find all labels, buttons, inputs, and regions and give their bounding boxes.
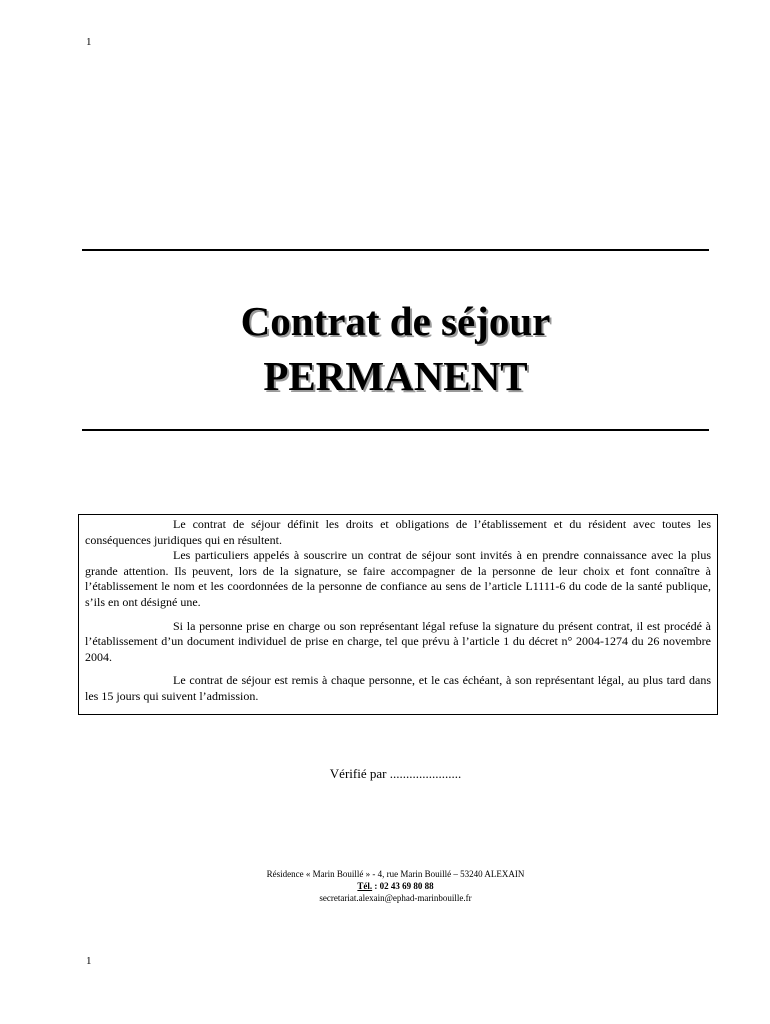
phone-number: : 02 43 69 80 88 <box>372 881 434 891</box>
footer <box>82 868 709 904</box>
document-subtitle: PERMANENT <box>263 353 528 399</box>
phone-label: Tél. <box>357 881 373 891</box>
notice-box <box>78 514 718 715</box>
notice-paragraph-3: Si la personne prise en charge ou son représentant légal refuse la signature du présent contrat, il est procédé à l’établissement d’un document individuel de prise en charge, tel que prévu à l’article 1 du décret n° 2004-1274 du 26 novembre 2004. <box>85 618 711 664</box>
bottom-divider <box>82 429 709 431</box>
top-divider <box>82 249 709 251</box>
notice-paragraph-2: Les particuliers appelés à souscrire un contrat de séjour sont invités à en prendre connaissance avec la plus grande attention. Ils peuvent, lors de la signature, se faire accompagner de la personne de leur choix et font connaître à l’établissement le nom et les coordonnées de la personne de confiance au sens de l’article L1111-6 du code de la santé publique, s’ils en ont désigné une. <box>85 548 711 609</box>
footer-phone <box>82 880 709 892</box>
notice-paragraph-1: Le contrat de séjour définit les droits et obligations de l’établissement et du résident avec toutes les conséquences juridiques qui en résultent. <box>85 517 711 547</box>
footer-address: Résidence « Marin Bouillé » - 4, rue Marin Bouillé – 53240 ALEXAIN <box>266 869 525 879</box>
verified-by: Vérifié par ...................... <box>329 766 462 781</box>
page-number-top: 1 <box>86 36 92 48</box>
document-title: Contrat de séjour <box>240 298 551 344</box>
page-number-bottom: 1 <box>86 955 92 967</box>
footer-email: secretariat.alexain@ephad-marinbouille.fr <box>319 893 472 903</box>
notice-paragraph-4: Le contrat de séjour est remis à chaque personne, et le cas échéant, à son représentant légal, au plus tard dans les 15 jours qui suivent l’admission. <box>85 673 711 703</box>
